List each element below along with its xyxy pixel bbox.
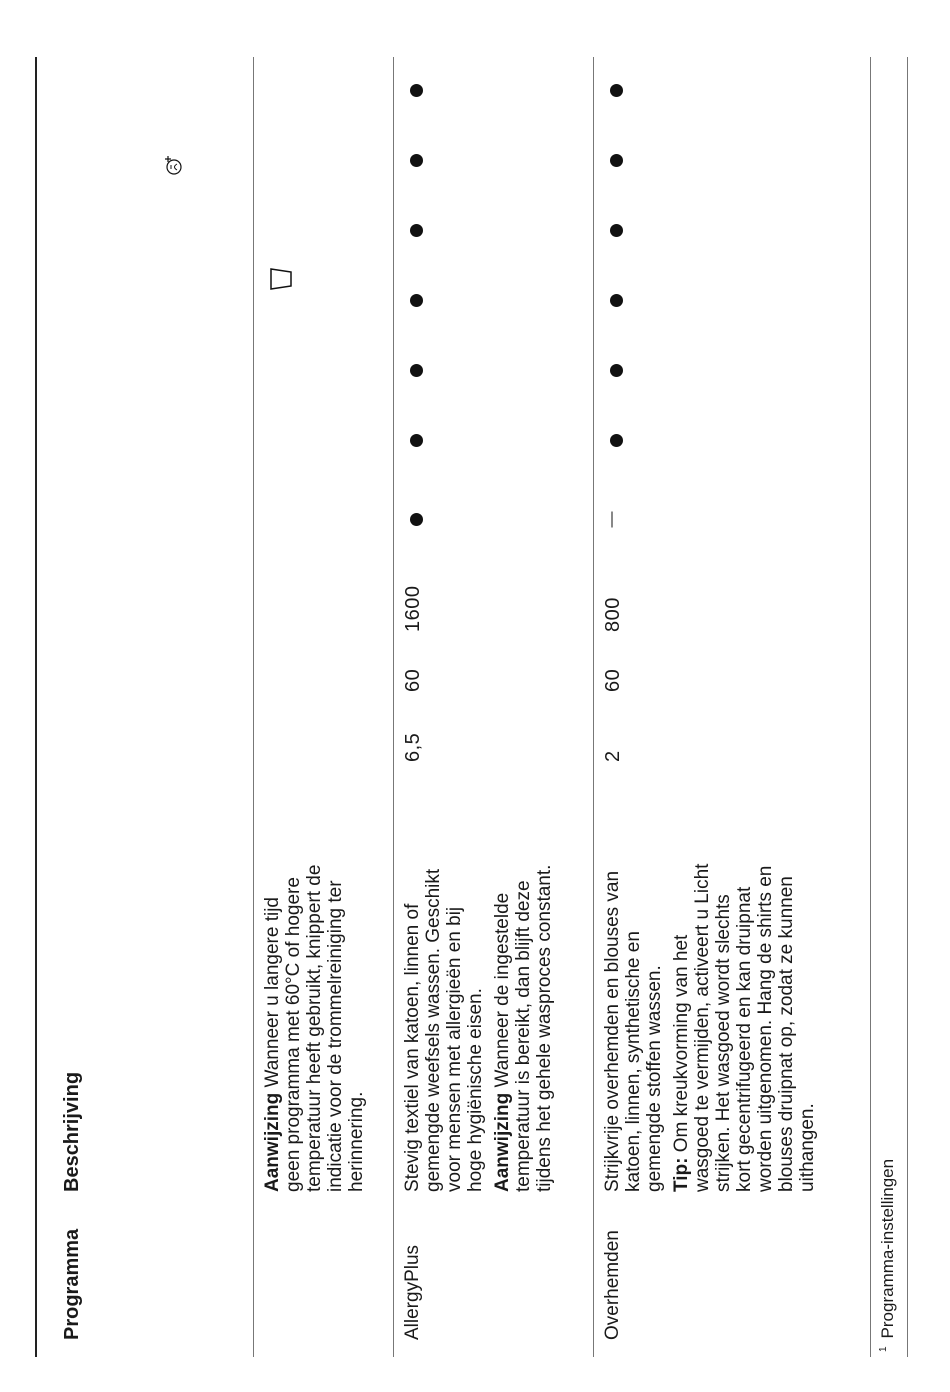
option-dot — [410, 513, 423, 526]
table-top-rule — [35, 57, 37, 1357]
option-dot — [610, 434, 623, 447]
header-rule — [253, 57, 254, 1357]
row-rule-2 — [593, 57, 594, 1357]
load-value: 6,5 — [402, 732, 424, 762]
table-bottom-rule — [907, 57, 908, 1357]
option-dot — [410, 434, 423, 447]
option-dot — [610, 364, 623, 377]
option-dot — [410, 364, 423, 377]
option-dash — [612, 512, 613, 528]
temperature-value: 60 — [602, 668, 624, 692]
option-dot — [410, 224, 423, 237]
stain-plus-icon — [162, 153, 191, 177]
spin-speed-value: 800 — [602, 597, 624, 632]
spin-speed-value: 1600 — [402, 585, 424, 632]
footnote-marker: 1 — [878, 1346, 890, 1352]
option-dot — [410, 154, 423, 167]
table-row-1-description: Aanwijzing Wanneer u langere tijd geen programma met 60°C of hogere temperatuur heeft gebruikt, knippert de indicatie voor de trommelreiniging ter herinnering. — [262, 864, 367, 1192]
footnote — [878, 1159, 898, 1352]
row-rule-1 — [393, 57, 394, 1357]
column-header-program: Programma — [61, 1228, 83, 1340]
column-header-description: Beschrijving — [61, 1071, 83, 1192]
option-dot — [610, 294, 623, 307]
program-name-overhemden: Overhemden — [602, 1230, 623, 1340]
drum-clean-icon — [268, 266, 299, 292]
load-value: 2 — [602, 750, 624, 762]
option-dot — [410, 84, 423, 97]
row-rule-3 — [870, 57, 871, 1357]
table-row-3-description: Strijkvrije overhemden en blouses van katoen, linnen, synthetische en gemengde stoffen wassen. Tip: Om kreukvorming van het wasgoed te vermijden, activeert u Licht strijken. Het wasgoed wordt slechts kort gecentrifugeerd en kan druipnat worden uitgenomen. Hang de shirts en blouses druipnat op, zodat ze kunnen uithangen. — [602, 863, 818, 1192]
program-name-allergyplus: AllergyPlus — [402, 1244, 423, 1340]
option-dot — [610, 84, 623, 97]
footnote-text: Programma-instellingen — [878, 1158, 897, 1339]
option-dot — [410, 294, 423, 307]
option-dot — [610, 154, 623, 167]
temperature-value: 60 — [402, 668, 424, 692]
option-dot — [610, 224, 623, 237]
table-row-2-description: Stevig textiel van katoen, linnen of gemengde weefsels wassen. Geschikt voor mensen met allergieën en bij hoge hygiënische eisen. Aanwijzing Wanneer de ingestelde temperatuur is bereikt, dan blijft deze tijdens het gehele wasproces constant. — [402, 864, 555, 1192]
